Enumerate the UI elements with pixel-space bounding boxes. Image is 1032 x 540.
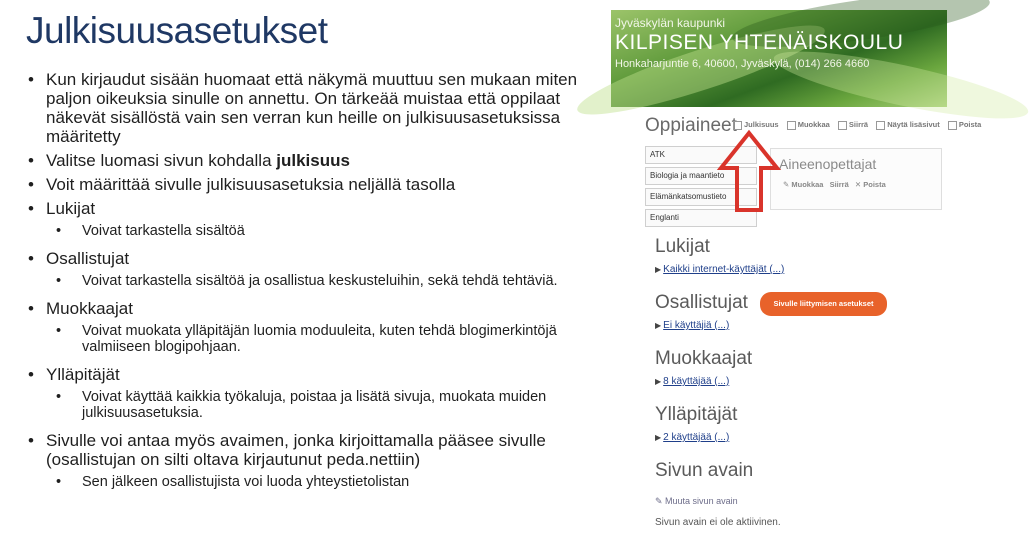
change-key-link[interactable] xyxy=(655,496,738,507)
pencil-icon: ✎ xyxy=(655,496,666,506)
avain-heading: Sivun avain xyxy=(655,460,754,481)
muokkaajat-link[interactable]: 8 käyttäjää (...) xyxy=(663,376,730,387)
bullet-login: • Kun kirjaudut sisään huomaat että näkymä muuttuu sen mukaan miten paljon oikeuksia sinulle on annettu. On tärkeää muistaa että oppilaat näkevät sisällöstä vain sen verran kun heille on julkisuusasetuksissa määritetty xyxy=(26,70,606,146)
toolbar-label: Muokkaa xyxy=(797,120,830,129)
school-banner xyxy=(611,10,947,107)
close-icon xyxy=(948,121,957,130)
teacher-delete-button[interactable]: ✕ Poista xyxy=(854,180,886,189)
toolbar-label: Näytä lisäsivut xyxy=(887,120,940,129)
toolbar-publicity[interactable] xyxy=(733,120,779,129)
yllapitajat-link[interactable]: 2 käyttäjää (...) xyxy=(663,432,730,443)
bullet-key: • Sivulle voi antaa myös avaimen, jonka kirjoittamalla pääsee sivulle (osallistujan on silti oltava kirjautunut peda.nettiin) xyxy=(26,431,606,469)
bullet-four-levels: • Voit määrittää sivulle julkisuusasetuksia neljällä tasolla xyxy=(26,175,606,194)
teacher-move-button[interactable] xyxy=(830,180,849,189)
action-label: Muokkaa xyxy=(791,180,824,189)
subjects-heading: Oppiaineet xyxy=(645,115,737,136)
red-arrow-icon xyxy=(717,130,781,214)
subject-item[interactable]: Englanti xyxy=(645,209,757,227)
sub-bullet-muokkaajat: • Voivat muokata ylläpitäjän luomia moduuleita, kuten tehdä blogimerkintöjä valmiiseen blogipohjaan. xyxy=(26,323,606,355)
lukijat-heading: Lukijat xyxy=(655,236,710,257)
join-settings-button[interactable]: Sivulle liittymisen asetukset xyxy=(760,292,887,316)
toolbar-label: Poista xyxy=(958,120,982,129)
toolbar-edit[interactable] xyxy=(787,120,830,129)
sub-bullet-osallistujat: • Voivat tarkastella sisältöä ja osallistua keskusteluihin, sekä tehdä tehtäviä. xyxy=(26,273,606,289)
toolbar-label: Julkisuus xyxy=(744,120,779,129)
bullet-muokkaajat: • Muokkaajat xyxy=(26,299,606,318)
checkbox-icon xyxy=(876,121,885,130)
teacher-actions xyxy=(783,180,890,189)
teacher-edit-button[interactable]: ✎ Muokkaa xyxy=(783,180,824,189)
yllapitajat-link-row xyxy=(655,432,729,443)
action-label: Poista xyxy=(863,180,886,189)
osallistujat-link-row xyxy=(655,320,729,331)
lock-icon xyxy=(733,121,742,130)
subject-item[interactable]: ATK xyxy=(645,146,757,164)
action-label: Siirrä xyxy=(829,180,849,189)
subject-item[interactable]: Elämänkatsomustieto xyxy=(645,188,757,206)
key-status: Sivun avain ei ole aktiivinen. xyxy=(655,517,781,528)
muokkaajat-heading: Muokkaajat xyxy=(655,348,753,369)
teacher-box xyxy=(770,148,942,210)
slide-title: Julkisuusasetukset xyxy=(26,10,328,51)
triangle-right-icon: ▶ xyxy=(655,433,662,442)
bullet-lukijat: • Lukijat xyxy=(26,199,606,218)
pencil-icon xyxy=(787,121,796,130)
move-icon xyxy=(838,121,847,130)
toolbar-show-more[interactable] xyxy=(876,120,940,129)
yllapitajat-heading: Ylläpitäjät xyxy=(655,404,738,425)
muokkaajat-link-row xyxy=(655,376,729,387)
toolbar-move[interactable] xyxy=(838,120,868,129)
banner-city: Jyväskylän kaupunki xyxy=(615,16,726,30)
sub-bullet-yllapitajat: • Voivat käyttää kaikkia työkaluja, poistaa ja lisätä sivuja, muokata muiden julkisuusasetuksia. xyxy=(26,389,606,421)
toolbar-delete[interactable] xyxy=(948,120,982,129)
bullet-yllapitajat: • Ylläpitäjät xyxy=(26,365,606,384)
lukijat-link[interactable]: Kaikki internet-käyttäjät (...) xyxy=(663,264,785,275)
osallistujat-link[interactable]: Ei käyttäjiä (...) xyxy=(663,320,730,331)
sub-bullet-lukijat: • Voivat tarkastella sisältöä xyxy=(26,223,606,239)
bullet-choose-publicity xyxy=(26,151,606,170)
banner-address: Honkaharjuntie 6, 40600, Jyväskylä, (014) 266 4660 xyxy=(615,58,870,70)
triangle-right-icon: ▶ xyxy=(655,321,662,330)
triangle-right-icon: ▶ xyxy=(655,265,662,274)
bullet-list xyxy=(26,70,606,500)
change-key-label: Muuta sivun avain xyxy=(665,496,738,506)
page-toolbar xyxy=(733,120,987,130)
bullet-osallistujat: • Osallistujat xyxy=(26,249,606,268)
sub-bullet-key: • Sen jälkeen osallistujista voi luoda yhteystietolistan xyxy=(26,474,606,490)
teacher-title: Aineenopettajat xyxy=(779,156,877,172)
lukijat-link-row xyxy=(655,264,784,275)
bullet-strong-text: julkisuus xyxy=(276,151,350,170)
toolbar-label: Siirrä xyxy=(848,120,869,129)
subject-item[interactable]: Biologia ja maantieto xyxy=(645,167,757,185)
banner-school-name: KILPISEN YHTENÄISKOULU xyxy=(615,31,904,54)
triangle-right-icon: ▶ xyxy=(655,377,662,386)
osallistujat-heading: Osallistujat xyxy=(655,292,748,313)
bullet-text: Valitse luomasi sivun kohdalla xyxy=(46,151,277,170)
